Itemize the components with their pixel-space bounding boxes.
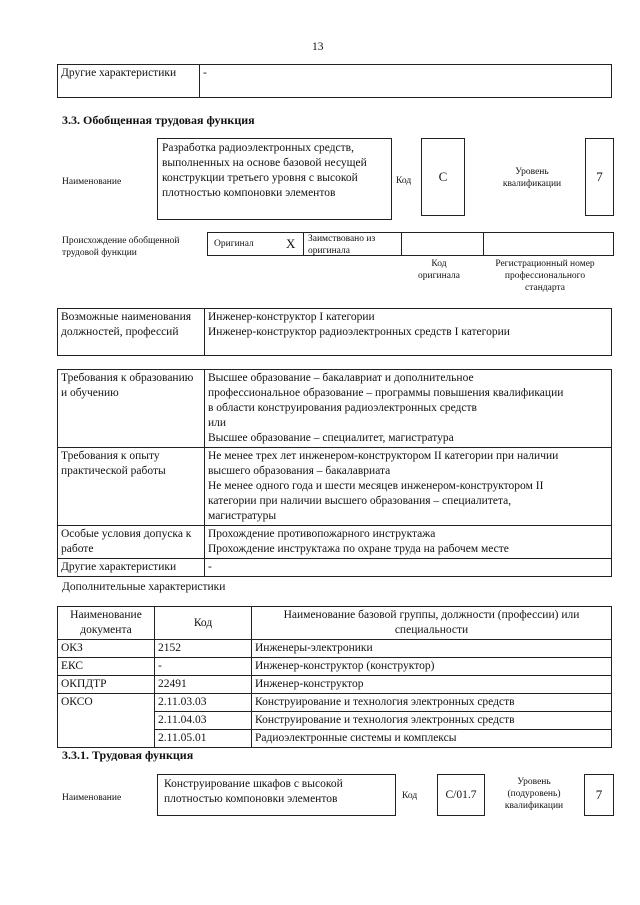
cell-name: Инженер-конструктор bbox=[252, 676, 612, 694]
code-original-label: Код оригинала bbox=[418, 259, 460, 281]
requirements-table bbox=[57, 369, 612, 577]
table-header-row bbox=[58, 607, 612, 640]
cell-code: 2.11.05.01 bbox=[155, 730, 252, 748]
table-row bbox=[58, 712, 612, 730]
tf-code-label: Код bbox=[402, 791, 418, 801]
positions-label: Возможные наименования должностей, профессий bbox=[58, 309, 205, 356]
table-row bbox=[58, 370, 612, 448]
table-row bbox=[58, 694, 612, 712]
table-row bbox=[58, 730, 612, 748]
origin-divider-1 bbox=[303, 233, 304, 255]
cell-doc: ОКСО bbox=[58, 694, 155, 712]
req-line: Не менее одного года и шести месяцев инженером-конструктором II bbox=[208, 480, 544, 492]
requirement-label: Особые условия допуска к работе bbox=[58, 526, 205, 559]
requirement-value: - bbox=[205, 559, 612, 577]
requirement-label: Требования к опыту практической работы bbox=[58, 448, 205, 526]
req-line: Прохождение противопожарного инструктажа bbox=[208, 528, 436, 540]
req-line: профессиональное образование – программы повышения квалификации bbox=[208, 387, 564, 399]
cell-code: 2152 bbox=[155, 640, 252, 658]
function-name-box: Разработка радиоэлектронных средств, выполненных на основе базовой несущей конструкции третьего уровня с высокой плотностью компоновки элементов bbox=[157, 138, 392, 220]
borrowed-label: Заимствовано из оригинала bbox=[308, 234, 376, 256]
requirement-value bbox=[205, 448, 612, 526]
req-line: Высшее образование – бакалавриат и дополнительное bbox=[208, 372, 474, 384]
original-mark: X bbox=[286, 236, 296, 251]
cell-doc: ОКЗ bbox=[58, 640, 155, 658]
cell-name: Инженеры-электроники bbox=[252, 640, 612, 658]
req-line: категории при наличии высшего образования – специалитета, bbox=[208, 495, 512, 507]
tf-name-label: Наименование bbox=[62, 793, 122, 803]
cell-doc bbox=[58, 730, 155, 748]
tf-level-label: Уровень (подуровень) квалификации bbox=[504, 777, 564, 811]
other-chars-label: Другие характеристики bbox=[58, 65, 200, 98]
origin-box bbox=[207, 232, 614, 256]
col-doc-header: Наименование документа bbox=[58, 607, 155, 640]
requirement-value bbox=[205, 526, 612, 559]
requirement-label: Другие характеристики bbox=[58, 559, 205, 577]
cell-doc: ЕКС bbox=[58, 658, 155, 676]
req-line: магистратуры bbox=[208, 510, 277, 522]
req-line: Не менее трех лет инженером-конструктором II категории при наличии bbox=[208, 450, 559, 462]
req-line: или bbox=[208, 417, 227, 429]
reg-number-label: Регистрационный номер профессионального стандарта bbox=[495, 259, 595, 293]
position-line-1: Инженер-конструктор I категории bbox=[208, 311, 375, 323]
cell-code: 2.11.04.03 bbox=[155, 712, 252, 730]
position-line-2: Инженер-конструктор радиоэлектронных средств I категории bbox=[208, 326, 510, 338]
cell-code: 2.11.03.03 bbox=[155, 694, 252, 712]
col-name-header: Наименование базовой группы, должности (профессии) или специальности bbox=[252, 607, 612, 640]
cell-code: - bbox=[155, 658, 252, 676]
req-line: высшего образования – бакалавриата bbox=[208, 465, 391, 477]
requirement-label: Требования к образованию и обучению bbox=[58, 370, 205, 448]
cell-name: Конструирование и технология электронных средств bbox=[252, 712, 612, 730]
req-line: в области конструирования радиоэлектронных средств bbox=[208, 402, 477, 414]
origin-divider-3 bbox=[483, 233, 484, 255]
cell-doc: ОКПДТР bbox=[58, 676, 155, 694]
table-row bbox=[58, 526, 612, 559]
req-line: Высшее образование – специалитет, магистратура bbox=[208, 432, 454, 444]
tf-name-box: Конструирование шкафов с высокой плотностью компоновки элементов bbox=[157, 774, 396, 816]
cell-name: Радиоэлектронные системы и комплексы bbox=[252, 730, 612, 748]
cell-name: Инженер-конструктор (конструктор) bbox=[252, 658, 612, 676]
cell-doc bbox=[58, 712, 155, 730]
other-characteristics-top-table bbox=[57, 64, 612, 98]
table-row bbox=[58, 658, 612, 676]
additional-table bbox=[57, 606, 612, 748]
req-line: Прохождение инструктажа по охране труда на рабочем месте bbox=[208, 543, 509, 555]
table-row bbox=[58, 559, 612, 577]
positions-table bbox=[57, 308, 612, 356]
tf-level-value: 7 bbox=[584, 774, 614, 816]
other-chars-value: - bbox=[200, 65, 612, 98]
origin-divider-2 bbox=[401, 233, 402, 255]
tf-code-value: С/01.7 bbox=[437, 774, 485, 816]
level-value: 7 bbox=[585, 138, 614, 216]
cell-name: Конструирование и технология электронных средств bbox=[252, 694, 612, 712]
table-row bbox=[58, 640, 612, 658]
cell-code: 22491 bbox=[155, 676, 252, 694]
name-label: Наименование bbox=[62, 177, 122, 187]
page-number: 13 bbox=[312, 41, 324, 53]
level-label: Уровень квалификации bbox=[502, 167, 562, 189]
original-label: Оригинал bbox=[214, 239, 254, 249]
col-code-header: Код bbox=[155, 607, 252, 640]
section-3-3-heading: 3.3. Обобщенная трудовая функция bbox=[62, 113, 255, 127]
requirement-value bbox=[205, 370, 612, 448]
section-3-3-1-heading: 3.3.1. Трудовая функция bbox=[62, 748, 194, 762]
positions-values bbox=[205, 309, 612, 356]
additional-heading: Дополнительные характеристики bbox=[62, 581, 226, 593]
table-row bbox=[58, 448, 612, 526]
code-label: Код bbox=[396, 176, 412, 186]
origin-label: Происхождение обобщенной трудовой функции bbox=[62, 236, 180, 258]
table-row bbox=[58, 676, 612, 694]
code-value: С bbox=[421, 138, 465, 216]
